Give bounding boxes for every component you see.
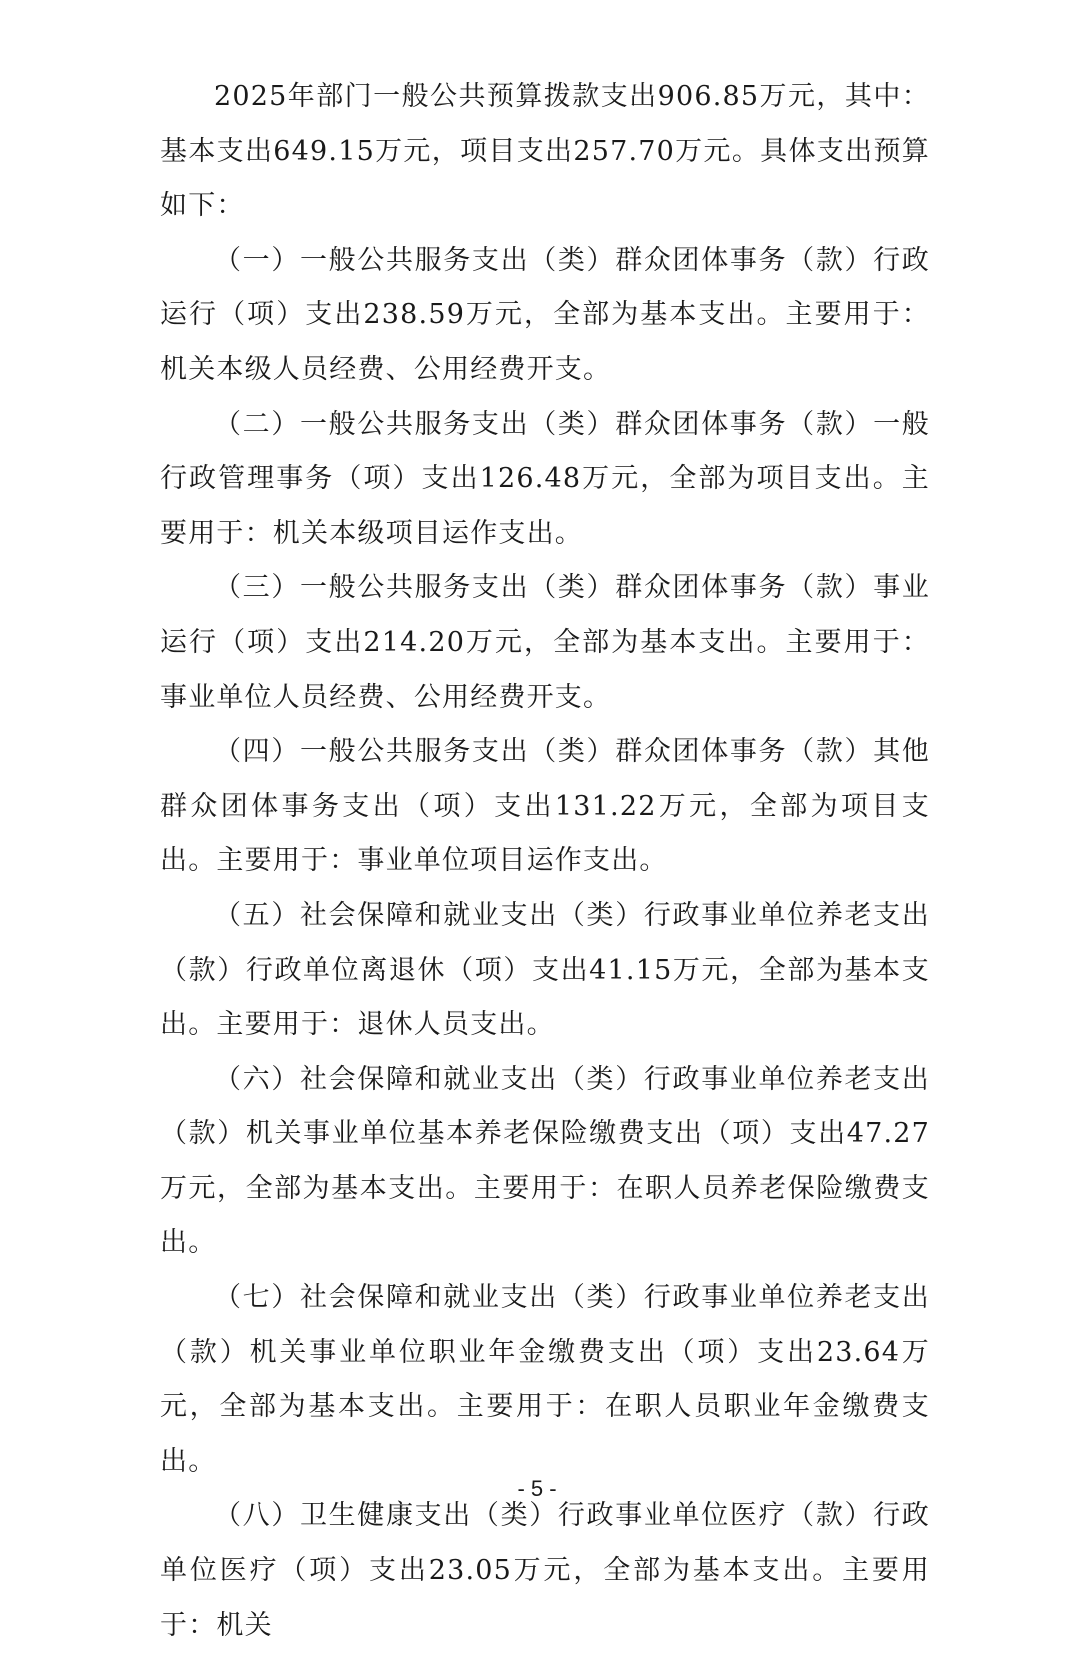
paragraph-item-5: （五）社会保障和就业支出（类）行政事业单位养老支出（款）行政单位离退休（项）支出41.15万元，全部为基本支出。主要用于：退休人员支出。: [160, 899, 930, 1041]
paragraph-item-1: （一）一般公共服务支出（类）群众团体事务（款）行政运行（项）支出238.59万元，全部为基本支出。主要用于：机关本级人员经费、公用经费开支。: [160, 244, 930, 385]
paragraph-item-3: （三）一般公共服务支出（类）群众团体事务（款）事业运行（项）支出214.20万元，全部为基本支出。主要用于：事业单位人员经费、公用经费开支。: [160, 572, 930, 713]
paragraph-item-2: （二）一般公共服务支出（类）群众团体事务（款）一般行政管理事务（项）支出126.48万元，全部为项目支出。主要用于：机关本级项目运作支出。: [160, 408, 930, 549]
paragraph-item-8: （八）卫生健康支出（类）行政事业单位医疗（款）行政单位医疗（项）支出23.05万元，全部为基本支出。主要用于：机关: [160, 1500, 930, 1641]
page-number: - 5 -: [517, 1476, 557, 1501]
paragraph-item-7: （七）社会保障和就业支出（类）行政事业单位养老支出（款）机关事业单位职业年金缴费支出（项）支出23.64万元，全部为基本支出。主要用于：在职人员职业年金缴费支出。: [160, 1282, 930, 1477]
paragraph-summary: 2025年部门一般公共预算拨款支出906.85万元，其中：基本支出649.15万元，项目支出257.70万元。具体支出预算如下：: [160, 81, 930, 222]
document-body: [160, 70, 930, 1653]
paragraph-item-6: （六）社会保障和就业支出（类）行政事业单位养老支出（款）机关事业单位基本养老保险缴费支出（项）支出47.27万元，全部为基本支出。主要用于：在职人员养老保险缴费支出。: [160, 1063, 930, 1259]
paragraph-item-4: （四）一般公共服务支出（类）群众团体事务（款）其他群众团体事务支出（项）支出131.22万元，全部为项目支出。主要用于：事业单位项目运作支出。: [160, 736, 930, 877]
